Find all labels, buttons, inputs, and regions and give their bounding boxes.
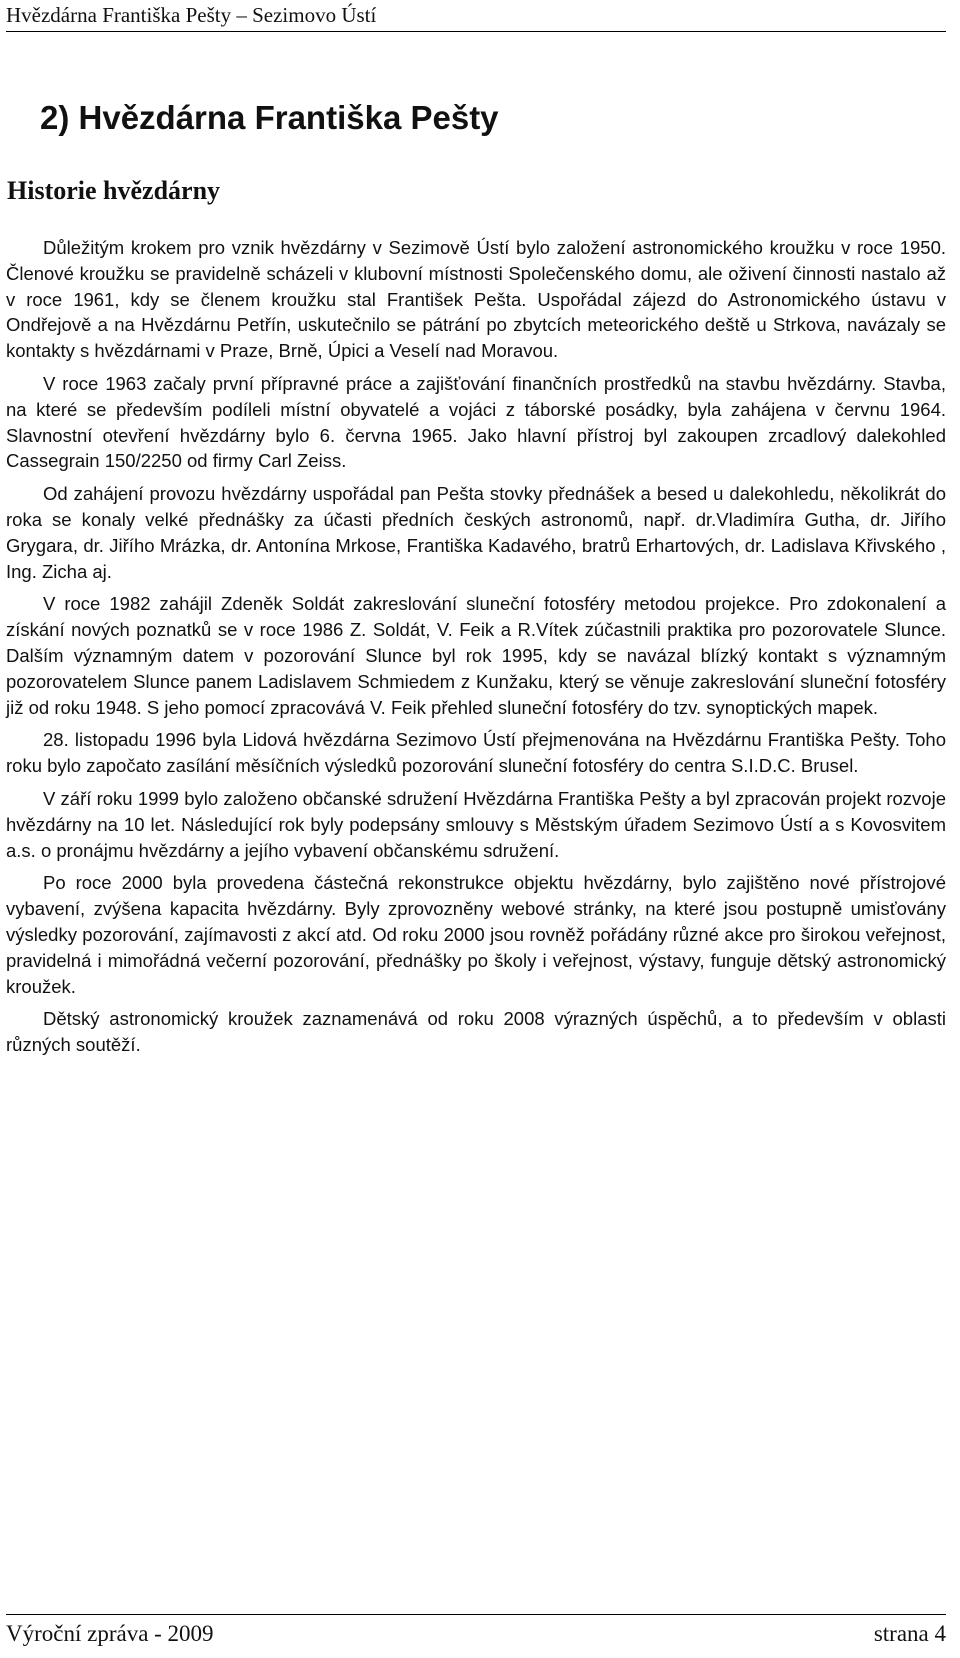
- paragraph-6: V září roku 1999 bylo založeno občanské sdružení Hvězdárna Františka Pešty a byl zpracován projekt rozvoje hvězdárny na 10 let. Následující rok byly podepsány smlouvy s Městským úřadem Sezimovo Ústí a s Kovosvitem a.s. o pronájmu hvězdárny a jejího vybavení občanskému sdružení.: [6, 787, 946, 861]
- running-header: [6, 2, 946, 32]
- paragraph-8: Dětský astronomický kroužek zaznamenává od roku 2008 výrazných úspěchů, a to především v oblasti různých soutěží.: [6, 1008, 946, 1056]
- section-title: Historie hvězdárny: [7, 176, 221, 205]
- paragraph-4: V roce 1982 zahájil Zdeněk Soldát zakreslování sluneční fotosféry metodou projekce. Pro zdokonalení a získání nových poznatků se v roce 1986 Z. Soldát, V. Feik a R.Vítek zúčastnili praktika pro pozorovatele Slunce. Dalším významným datem v pozorování Slunce byl rok 1995, kdy se navázal blízký kontakt s významným pozorovatelem Slunce panem Ladislavem Schmiedem z Kunžaku, který se věnuje zakreslování sluneční fotosféry již od roku 1948. S jeho pomocí zpracovává V. Feik přehled sluneční fotosféry do tzv. synoptických mapek.: [6, 593, 946, 718]
- footer-report-title: Výroční zpráva - 2009: [6, 1621, 214, 1646]
- running-header-title: Hvězdárna Františka Pešty – Sezimovo Ústí: [6, 3, 377, 27]
- paragraph-2: V roce 1963 začaly první přípravné práce a zajišťování finančních prostředků na stavbu hvězdárny. Stavba, na které se především podíleli místní obyvatelé a vojáci z táborské posádky, byla zahájena v červnu 1964. Slavnostní otevření hvězdárny bylo 6. června 1965. Jako hlavní přístroj byl zakoupen zrcadlový dalekohled Cassegrain 150/2250 od firmy Carl Zeiss.: [6, 372, 946, 472]
- paragraph-3: Od zahájení provozu hvězdárny uspořádal pan Pešta stovky přednášek a besed u dalekohledu, několikrát do roka se konaly velké přednášky za účasti předních českých astronomů, např. dr.Vladimíra Gutha, dr. Jiřího Grygara, dr. Jiřího Mrázka, dr. Antonína Mrkose, Františka Kadavého, bratrů Erhartových, dr. Ladislava Křivského , Ing. Zicha aj.: [6, 483, 946, 582]
- page-footer: [6, 1614, 946, 1648]
- paragraph-1: Důležitým krokem pro vznik hvězdárny v Sezimově Ústí bylo založení astronomického kroužku v roce 1950. Členové kroužku se pravidelně scházeli v klubovní místnosti Společenského domu, ale oživení činnosti nastalo až v roce 1961, kdy se členem kroužku stal František Pešta. Uspořádal zájezd do Astronomického ústavu v Ondřejově a na Hvězdárnu Petřín, uskutečnilo se pátrání po zbytcích meteorického deště u Strkova, navázaly se kontakty s hvězdárnami v Praze, Brně, Úpici a Veselí nad Moravou.: [6, 237, 946, 362]
- paragraph-7: Po roce 2000 byla provedena částečná rekonstrukce objektu hvězdárny, bylo zajištěno nové přístrojové vybavení, zvýšena kapacita hvězdárny. Byly zprovozněny webové stránky, na které jsou postupně umisťovány výsledky pozorování, zajímavosti z akcí atd. Od roku 2000 jsou rovněž pořádány různé akce pro širokou veřejnost, pravidelná i mimořádná večerní pozorování, přednášky po školy i veřejnost, výstavy, funguje dětský astronomický kroužek.: [6, 872, 946, 997]
- footer-page-number: strana 4: [873, 1621, 946, 1646]
- paragraph-5: 28. listopadu 1996 byla Lidová hvězdárna Sezimovo Ústí přejmenována na Hvězdárnu Františka Pešty. Toho roku bylo započato zasílání měsíčních výsledků pozorování sluneční fotosféry do centra S.I.D.C. Brusel.: [6, 729, 946, 777]
- chapter-title: 2) Hvězdárna Františka Pešty: [40, 99, 499, 136]
- body-text: [6, 235, 946, 1065]
